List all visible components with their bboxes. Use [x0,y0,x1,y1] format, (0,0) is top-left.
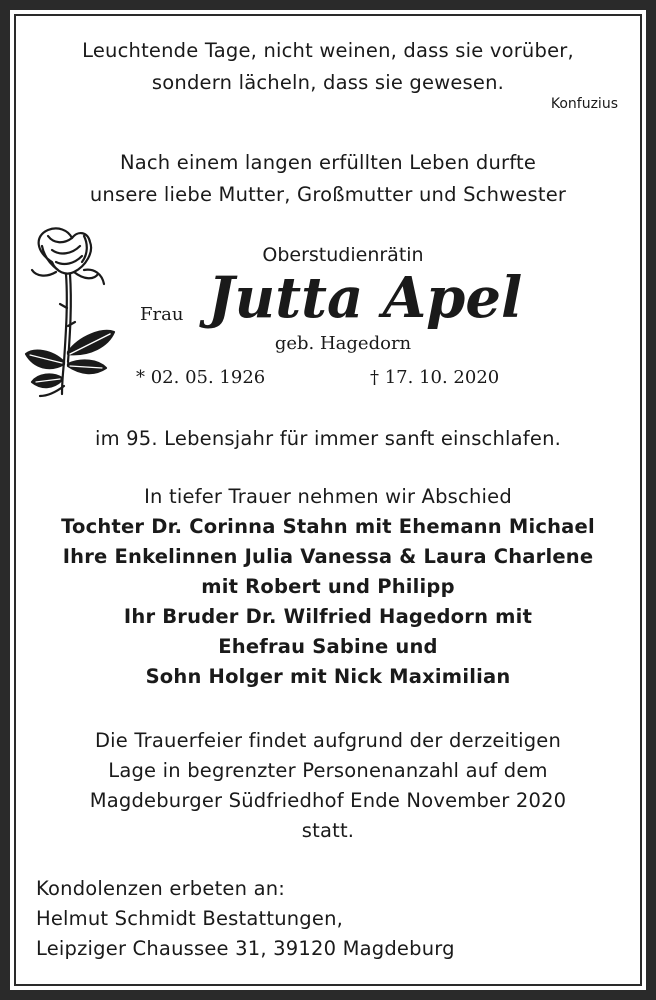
funeral-line: Die Trauerfeier findet aufgrund der derzeitigen [94,729,562,752]
death-date: † 17. 10. 2020 [370,367,500,388]
condolences-line: Kondolenzen erbeten an: [36,877,286,900]
deceased-title: Oberstudienrätin [262,244,424,266]
mourners-intro: In tiefer Trauer nehmen wir Abschied [144,485,512,508]
condolences-line: Helmut Schmidt Bestattungen, [36,907,344,930]
deceased-maiden-name: geb. Hagedorn [274,333,412,354]
condolences-line: Leipziger Chaussee 31, 39120 Magdeburg [36,937,455,960]
funeral-line: statt. [301,819,355,842]
birth-date: * 02. 05. 1926 [136,367,266,388]
mourner-line: Ehefrau Sabine und [218,635,438,658]
funeral-line: Lage in begrenzter Personenanzahl auf dem [108,759,548,782]
funeral-line: Magdeburger Südfriedhof Ende November 2020 [89,789,567,812]
deceased-salutation: Frau [140,304,184,325]
intro-line-2: unsere liebe Mutter, Großmutter und Schwester [89,183,567,206]
mourner-line: Ihre Enkelinnen Julia Vanessa & Laura Charlene [62,545,594,568]
passing-text: im 95. Lebensjahr für immer sanft einschlafen. [94,427,562,450]
mourner-line: Sohn Holger mit Nick Maximilian [145,665,511,688]
quote-line-2: sondern lächeln, dass sie gewesen. [151,71,505,94]
deceased-name: Jutta Apel [208,265,523,331]
quote-author: Konfuzius [550,96,618,112]
quote-line-1: Leuchtende Tage, nicht weinen, dass sie vorüber, [82,39,574,62]
mourner-line: mit Robert und Philipp [201,575,455,598]
intro-line-1: Nach einem langen erfüllten Leben durfte [119,151,537,174]
mourner-line: Tochter Dr. Corinna Stahn mit Ehemann Michael [61,515,595,538]
mourner-line: Ihr Bruder Dr. Wilfried Hagedorn mit [123,605,533,628]
